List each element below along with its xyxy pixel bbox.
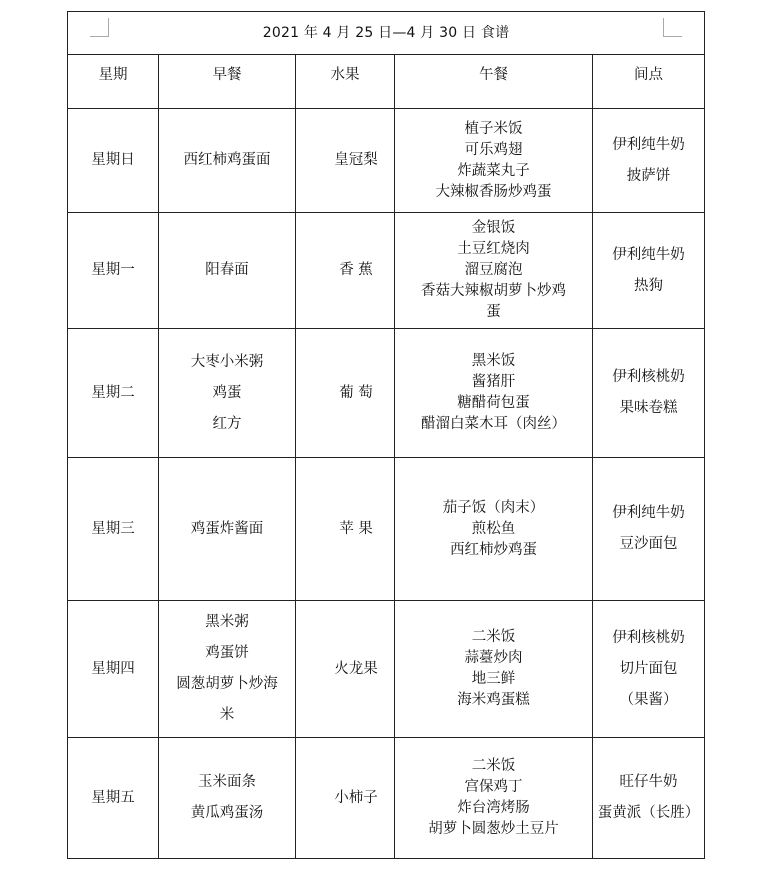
breakfast-cell xyxy=(159,213,296,329)
lunch-cell xyxy=(395,738,593,859)
lunch-cell-lines xyxy=(395,498,592,561)
lunch-cell-item: 植子米饭 xyxy=(464,120,523,137)
lunch-cell xyxy=(395,329,593,458)
breakfast-cell-item: 鸡蛋饼 xyxy=(205,645,249,661)
snack-cell-item: 伊利纯牛奶 xyxy=(612,136,685,153)
lunch-cell-item: 二米饭 xyxy=(471,629,516,645)
lunch-cell-item: 黑米饭 xyxy=(471,353,516,369)
lunch-cell-item: 胡萝卜圆葱炒土豆片 xyxy=(428,821,559,837)
header-snack: 间点 xyxy=(593,55,705,109)
lunch-cell-lines xyxy=(395,218,592,323)
day-cell: 星期五 xyxy=(68,738,159,859)
fruit-cell: 皇冠梨 xyxy=(296,109,395,213)
day-cell: 星期四 xyxy=(68,601,159,738)
lunch-cell-item: 溜豆腐泡 xyxy=(464,262,523,278)
lunch-cell-item: 可乐鸡翅 xyxy=(464,141,523,158)
snack-cell-item: （果酱） xyxy=(619,691,678,708)
lunch-cell-item: 土豆红烧肉 xyxy=(457,241,530,257)
menu-row xyxy=(68,458,705,601)
snack-cell-item: 切片面包 xyxy=(619,660,678,677)
menu-body xyxy=(68,109,705,859)
breakfast-cell-lines xyxy=(159,514,295,545)
lunch-cell-item: 茄子饭（肉末） xyxy=(442,499,545,516)
day-cell: 星期三 xyxy=(68,458,159,601)
lunch-cell xyxy=(395,601,593,738)
snack-cell-lines xyxy=(593,240,704,302)
snack-cell-item: 豆沙面包 xyxy=(619,536,678,552)
lunch-cell-lines xyxy=(395,119,592,203)
snack-cell-lines xyxy=(593,362,704,424)
breakfast-cell-lines xyxy=(159,255,295,286)
fruit-cell: 葡 萄 xyxy=(296,329,395,458)
snack-cell xyxy=(593,329,705,458)
header-breakfast: 早餐 xyxy=(159,55,296,109)
breakfast-cell xyxy=(159,601,296,738)
breakfast-cell-item: 米 xyxy=(219,707,235,723)
breakfast-cell xyxy=(159,458,296,601)
corner-mark xyxy=(90,18,109,37)
lunch-cell-item: 地三鲜 xyxy=(471,671,516,687)
lunch-cell-item: 大辣椒香肠炒鸡蛋 xyxy=(435,183,552,200)
menu-row xyxy=(68,601,705,738)
header-lunch: 午餐 xyxy=(395,55,593,109)
breakfast-cell-item: 阳春面 xyxy=(205,262,249,278)
day-cell: 星期日 xyxy=(68,109,159,213)
corner-mark xyxy=(663,18,682,37)
lunch-cell-item: 醋溜白菜木耳（肉丝） xyxy=(421,416,566,432)
snack-cell xyxy=(593,109,705,213)
breakfast-cell-item: 红方 xyxy=(212,415,242,432)
lunch-cell-item: 金银饭 xyxy=(471,220,516,236)
snack-cell-item: 蛋黄派（长胜） xyxy=(597,805,700,821)
header-fruit: 水果 xyxy=(296,55,395,109)
snack-cell-lines xyxy=(593,130,704,192)
breakfast-cell-item: 黄瓜鸡蛋汤 xyxy=(190,805,264,821)
lunch-cell-item: 酱猪肝 xyxy=(471,374,516,390)
breakfast-cell xyxy=(159,109,296,213)
snack-cell-item: 旺仔牛奶 xyxy=(619,774,678,790)
fruit-cell: 小柿子 xyxy=(296,738,395,859)
lunch-cell xyxy=(395,213,593,329)
menu-row xyxy=(68,329,705,458)
snack-cell-lines xyxy=(593,767,704,829)
lunch-cell-lines xyxy=(395,351,592,435)
snack-cell-lines xyxy=(593,498,704,560)
lunch-cell-item: 糖醋荷包蛋 xyxy=(457,395,530,411)
snack-cell xyxy=(593,458,705,601)
snack-cell-item: 热狗 xyxy=(634,277,664,294)
breakfast-cell-item: 玉米面条 xyxy=(198,774,256,790)
weekly-menu-table xyxy=(67,11,705,859)
snack-cell-lines xyxy=(593,623,704,716)
breakfast-cell-lines xyxy=(159,767,295,829)
fruit-cell: 香 蕉 xyxy=(296,213,395,329)
menu-title: 2021 年 4 月 25 日—4 月 30 日 食谱 xyxy=(262,24,510,41)
lunch-cell-lines xyxy=(395,627,592,711)
breakfast-cell-item: 鸡蛋 xyxy=(212,384,242,401)
lunch-cell-item: 蛋 xyxy=(486,304,501,320)
snack-cell-item: 伊利纯牛奶 xyxy=(612,505,685,521)
breakfast-cell-item: 大枣小米粥 xyxy=(190,353,264,370)
fruit-cell: 苹 果 xyxy=(296,458,395,601)
breakfast-cell-item: 圆葱胡萝卜炒海 xyxy=(176,676,278,692)
lunch-cell-item: 海米鸡蛋糕 xyxy=(457,692,530,708)
lunch-cell-item: 香菇大辣椒胡萝卜炒鸡 xyxy=(421,283,566,299)
snack-cell-item: 伊利核桃奶 xyxy=(612,629,685,646)
breakfast-cell-item: 黑米粥 xyxy=(205,614,249,630)
lunch-cell-item: 炸蔬菜丸子 xyxy=(457,162,530,179)
snack-cell-item: 披萨饼 xyxy=(626,167,671,184)
menu-row xyxy=(68,738,705,859)
breakfast-cell-item: 鸡蛋炸酱面 xyxy=(190,520,264,537)
breakfast-cell-lines xyxy=(159,145,295,176)
lunch-cell-item: 西红柿炒鸡蛋 xyxy=(450,541,537,558)
title-cell xyxy=(68,12,705,55)
menu-row xyxy=(68,213,705,329)
lunch-cell-item: 炸台湾烤肠 xyxy=(457,800,530,816)
snack-cell xyxy=(593,213,705,329)
menu-row xyxy=(68,109,705,213)
lunch-cell xyxy=(395,458,593,601)
lunch-cell xyxy=(395,109,593,213)
breakfast-cell-item: 西红柿鸡蛋面 xyxy=(183,152,271,168)
header-day: 星期 xyxy=(68,55,159,109)
lunch-cell-item: 二米饭 xyxy=(471,758,516,774)
snack-cell-item: 果味卷糕 xyxy=(619,400,678,416)
breakfast-cell-lines xyxy=(159,347,295,440)
lunch-cell-item: 煎松鱼 xyxy=(471,520,516,537)
snack-cell-item: 伊利纯牛奶 xyxy=(612,246,685,263)
snack-cell xyxy=(593,601,705,738)
lunch-cell-item: 蒜薹炒肉 xyxy=(464,650,523,666)
snack-cell xyxy=(593,738,705,859)
snack-cell-item: 伊利核桃奶 xyxy=(612,369,685,385)
breakfast-cell-lines xyxy=(159,607,295,731)
lunch-cell-item: 宫保鸡丁 xyxy=(464,779,523,795)
breakfast-cell xyxy=(159,329,296,458)
day-cell: 星期二 xyxy=(68,329,159,458)
header-row xyxy=(68,55,705,109)
breakfast-cell xyxy=(159,738,296,859)
fruit-cell: 火龙果 xyxy=(296,601,395,738)
day-cell: 星期一 xyxy=(68,213,159,329)
lunch-cell-lines xyxy=(395,756,592,840)
title-row xyxy=(68,12,705,55)
